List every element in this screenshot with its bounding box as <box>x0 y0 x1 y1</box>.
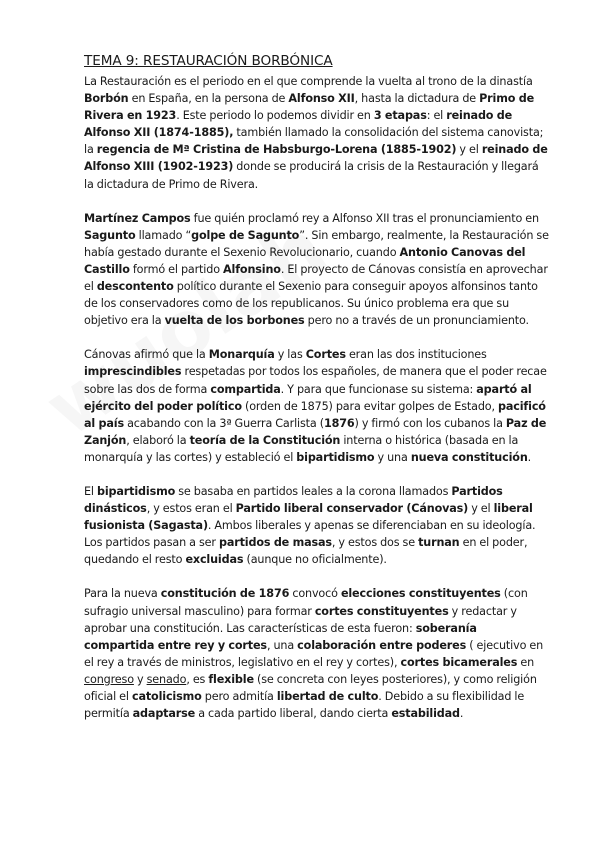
bold-text: Martínez Campos <box>84 211 191 225</box>
bold-text: catolicismo <box>131 690 202 703</box>
bold-text: Alfonsino <box>223 262 281 276</box>
text-run: . <box>459 707 464 721</box>
document-page <box>84 52 550 739</box>
text-run: y redactar y aprobar una constitución. Las características de esta fueron: <box>84 604 517 635</box>
paragraph-1 <box>84 73 550 193</box>
text-run: Para la nueva <box>84 587 161 601</box>
bold-text: compartida <box>210 382 281 396</box>
bold-text: bipartidismo <box>296 450 375 464</box>
bold-text: flexible <box>208 672 254 686</box>
bold-text: Antonio Canovas del Castillo <box>84 245 526 276</box>
text-run: ( ejecutivo en el rey a través de ministros, legislativo en el rey y cortes), <box>84 638 544 669</box>
text-run: eran las dos instituciones <box>345 348 487 362</box>
bold-text: Monarquía <box>208 348 275 362</box>
bold-text: regencia de Mª Cristina de Habsburgo-Lorena (1885-1902) <box>96 143 457 157</box>
text-run: . Debido a su flexibilidad le permitía <box>84 690 525 721</box>
text-run: interna o histórica (basada en la monarquía y las cortes) y estableció el <box>84 433 519 464</box>
text-run: y <box>133 672 147 686</box>
text-run: llamado “ <box>135 228 192 242</box>
text-run: (se concreta con leyes posteriores), y como religión oficial el <box>84 672 537 703</box>
text-run: , elaboró la <box>126 433 190 447</box>
text-run: en España, en la persona de <box>128 92 289 106</box>
paragraph-3 <box>84 346 550 466</box>
text-run: y las <box>274 348 306 362</box>
bold-text: reinado de Alfonso XIII (1902-1923) <box>84 143 548 174</box>
bold-text: colaboración entre poderes <box>297 638 467 652</box>
bold-text: turnan <box>418 536 460 550</box>
text-run: y el <box>468 502 494 516</box>
bold-text: constitución de 1876 <box>160 587 290 601</box>
text-run: (orden de 1875) para evitar golpes de Estado, <box>241 399 498 413</box>
text-run: El <box>84 484 97 498</box>
text-run: político durante el Sexenio para conseguir apoyos alfonsinos tanto de los conservadores como de los republicanos. Su único problema era que su objetivo era la <box>84 280 538 328</box>
bold-text: Sagunto <box>84 228 136 242</box>
paragraph-2 <box>84 210 550 330</box>
bold-text: libertad de culto <box>276 690 379 703</box>
text-run: convocó <box>289 587 341 601</box>
bold-text: excluidas <box>185 553 244 567</box>
text-run: pero no a través de un pronunciamiento. <box>304 314 529 328</box>
text-run: acabando con la 3ª Guerra Carlista ( <box>123 416 324 430</box>
text-run: La Restauración es el periodo en el que comprende la vuelta al trono de la dinastía <box>84 75 533 88</box>
text-run: : el <box>426 109 447 123</box>
text-run: formó el partido <box>129 262 224 276</box>
bold-text: descontento <box>96 280 174 294</box>
bold-text: Paz de Zanjón <box>84 416 547 447</box>
text-run: fue quién proclamó rey a Alfonso XII tras el pronunciamiento en <box>190 211 539 225</box>
bold-text: 3 etapas <box>373 109 427 123</box>
text-run: Cánovas afirmó que la <box>84 348 209 362</box>
bold-text: Alfonso XII <box>288 92 355 106</box>
document-body <box>84 73 550 722</box>
text-run: . <box>527 450 532 464</box>
document-title: TEMA 9: RESTAURACIÓN BORBÓNICA <box>84 53 333 69</box>
text-run: , una <box>266 638 298 652</box>
bold-text: partidos de masas <box>218 536 332 550</box>
text-run: donde se producirá la crisis de la Restauración y llegará la dictadura de Primo de Rivera. <box>84 160 539 191</box>
bold-text: cortes constituyentes <box>314 604 449 618</box>
text-run: (aunque no oficialmente). <box>243 553 387 567</box>
bold-text: imprescindibles <box>84 365 182 379</box>
bold-text: liberal fusionista (Sagasta) <box>84 502 533 533</box>
text-run: . Este periodo lo podemos dividir en <box>176 109 374 123</box>
text-run: y una <box>374 450 411 464</box>
bold-text: vuelta de los borbones <box>164 314 305 328</box>
text-run: . El proyecto de Cánovas consistía en aprovechar el <box>84 262 548 294</box>
bold-text: adaptarse <box>132 707 196 721</box>
bold-text: pacificó al país <box>84 399 546 430</box>
bold-text: golpe de Sagunto <box>191 228 300 242</box>
bold-text: nueva constitución <box>410 450 528 464</box>
text-run: también llamado la consolidación del sistema canovista; la <box>84 126 544 157</box>
bold-text: apartó al ejército del poder político <box>84 382 532 413</box>
bold-text: estabilidad <box>391 707 460 721</box>
paragraph-5 <box>84 585 550 722</box>
text-run: en <box>517 655 535 669</box>
text-run: ) y firmó con los cubanos la <box>354 416 506 430</box>
underlined-text: congreso <box>84 672 134 686</box>
text-run: , hasta la dictadura de <box>354 92 480 106</box>
text-run: en el poder, quedando el resto <box>84 536 528 567</box>
bold-text: elecciones constituyentes <box>340 587 501 601</box>
text-run: . Ambos liberales y apenas se diferenciaban en su ideología. Los partidos pasan a ser <box>84 519 536 550</box>
bold-text: Cortes <box>305 348 346 362</box>
text-run: , y estos eran el <box>146 502 236 516</box>
paragraph-4 <box>84 483 550 568</box>
underlined-text: senado <box>146 672 187 686</box>
text-run: , es <box>186 672 209 686</box>
bold-text: reinado de Alfonso XII (1874-1885), <box>84 109 513 140</box>
text-run: se basaba en partidos leales a la corona llamados <box>175 484 452 498</box>
text-run: pero admitía <box>201 690 277 703</box>
text-run: a cada partido liberal, dando cierta <box>195 707 392 721</box>
bold-text: soberanía compartida entre rey y cortes <box>84 621 477 652</box>
bold-text: cortes bicamerales <box>400 655 518 669</box>
text-run: . Y para que funcionase su sistema: <box>280 382 477 396</box>
text-run: respetadas por todos los españoles, de manera que el poder recae sobre las dos de forma <box>84 365 547 396</box>
bold-text: bipartidismo <box>96 484 176 498</box>
text-run: (con sufragio universal masculino) para formar <box>84 587 528 618</box>
text-run: ”. Sin embargo, realmente, la Restauración se había gestado durante el Sexenio Revolucionario, cuando <box>84 228 549 259</box>
bold-text: 1876 <box>323 416 355 430</box>
bold-text: teoría de la Constitución <box>189 433 341 447</box>
bold-text: Partido liberal conservador (Cánovas) <box>235 502 469 516</box>
bold-text: Borbón <box>84 92 129 106</box>
bold-text: Primo de Rivera en 1923 <box>84 92 535 123</box>
text-run: y el <box>456 143 482 157</box>
text-run: , y estos dos se <box>331 536 419 550</box>
bold-text: Partidos dinásticos <box>84 484 503 516</box>
